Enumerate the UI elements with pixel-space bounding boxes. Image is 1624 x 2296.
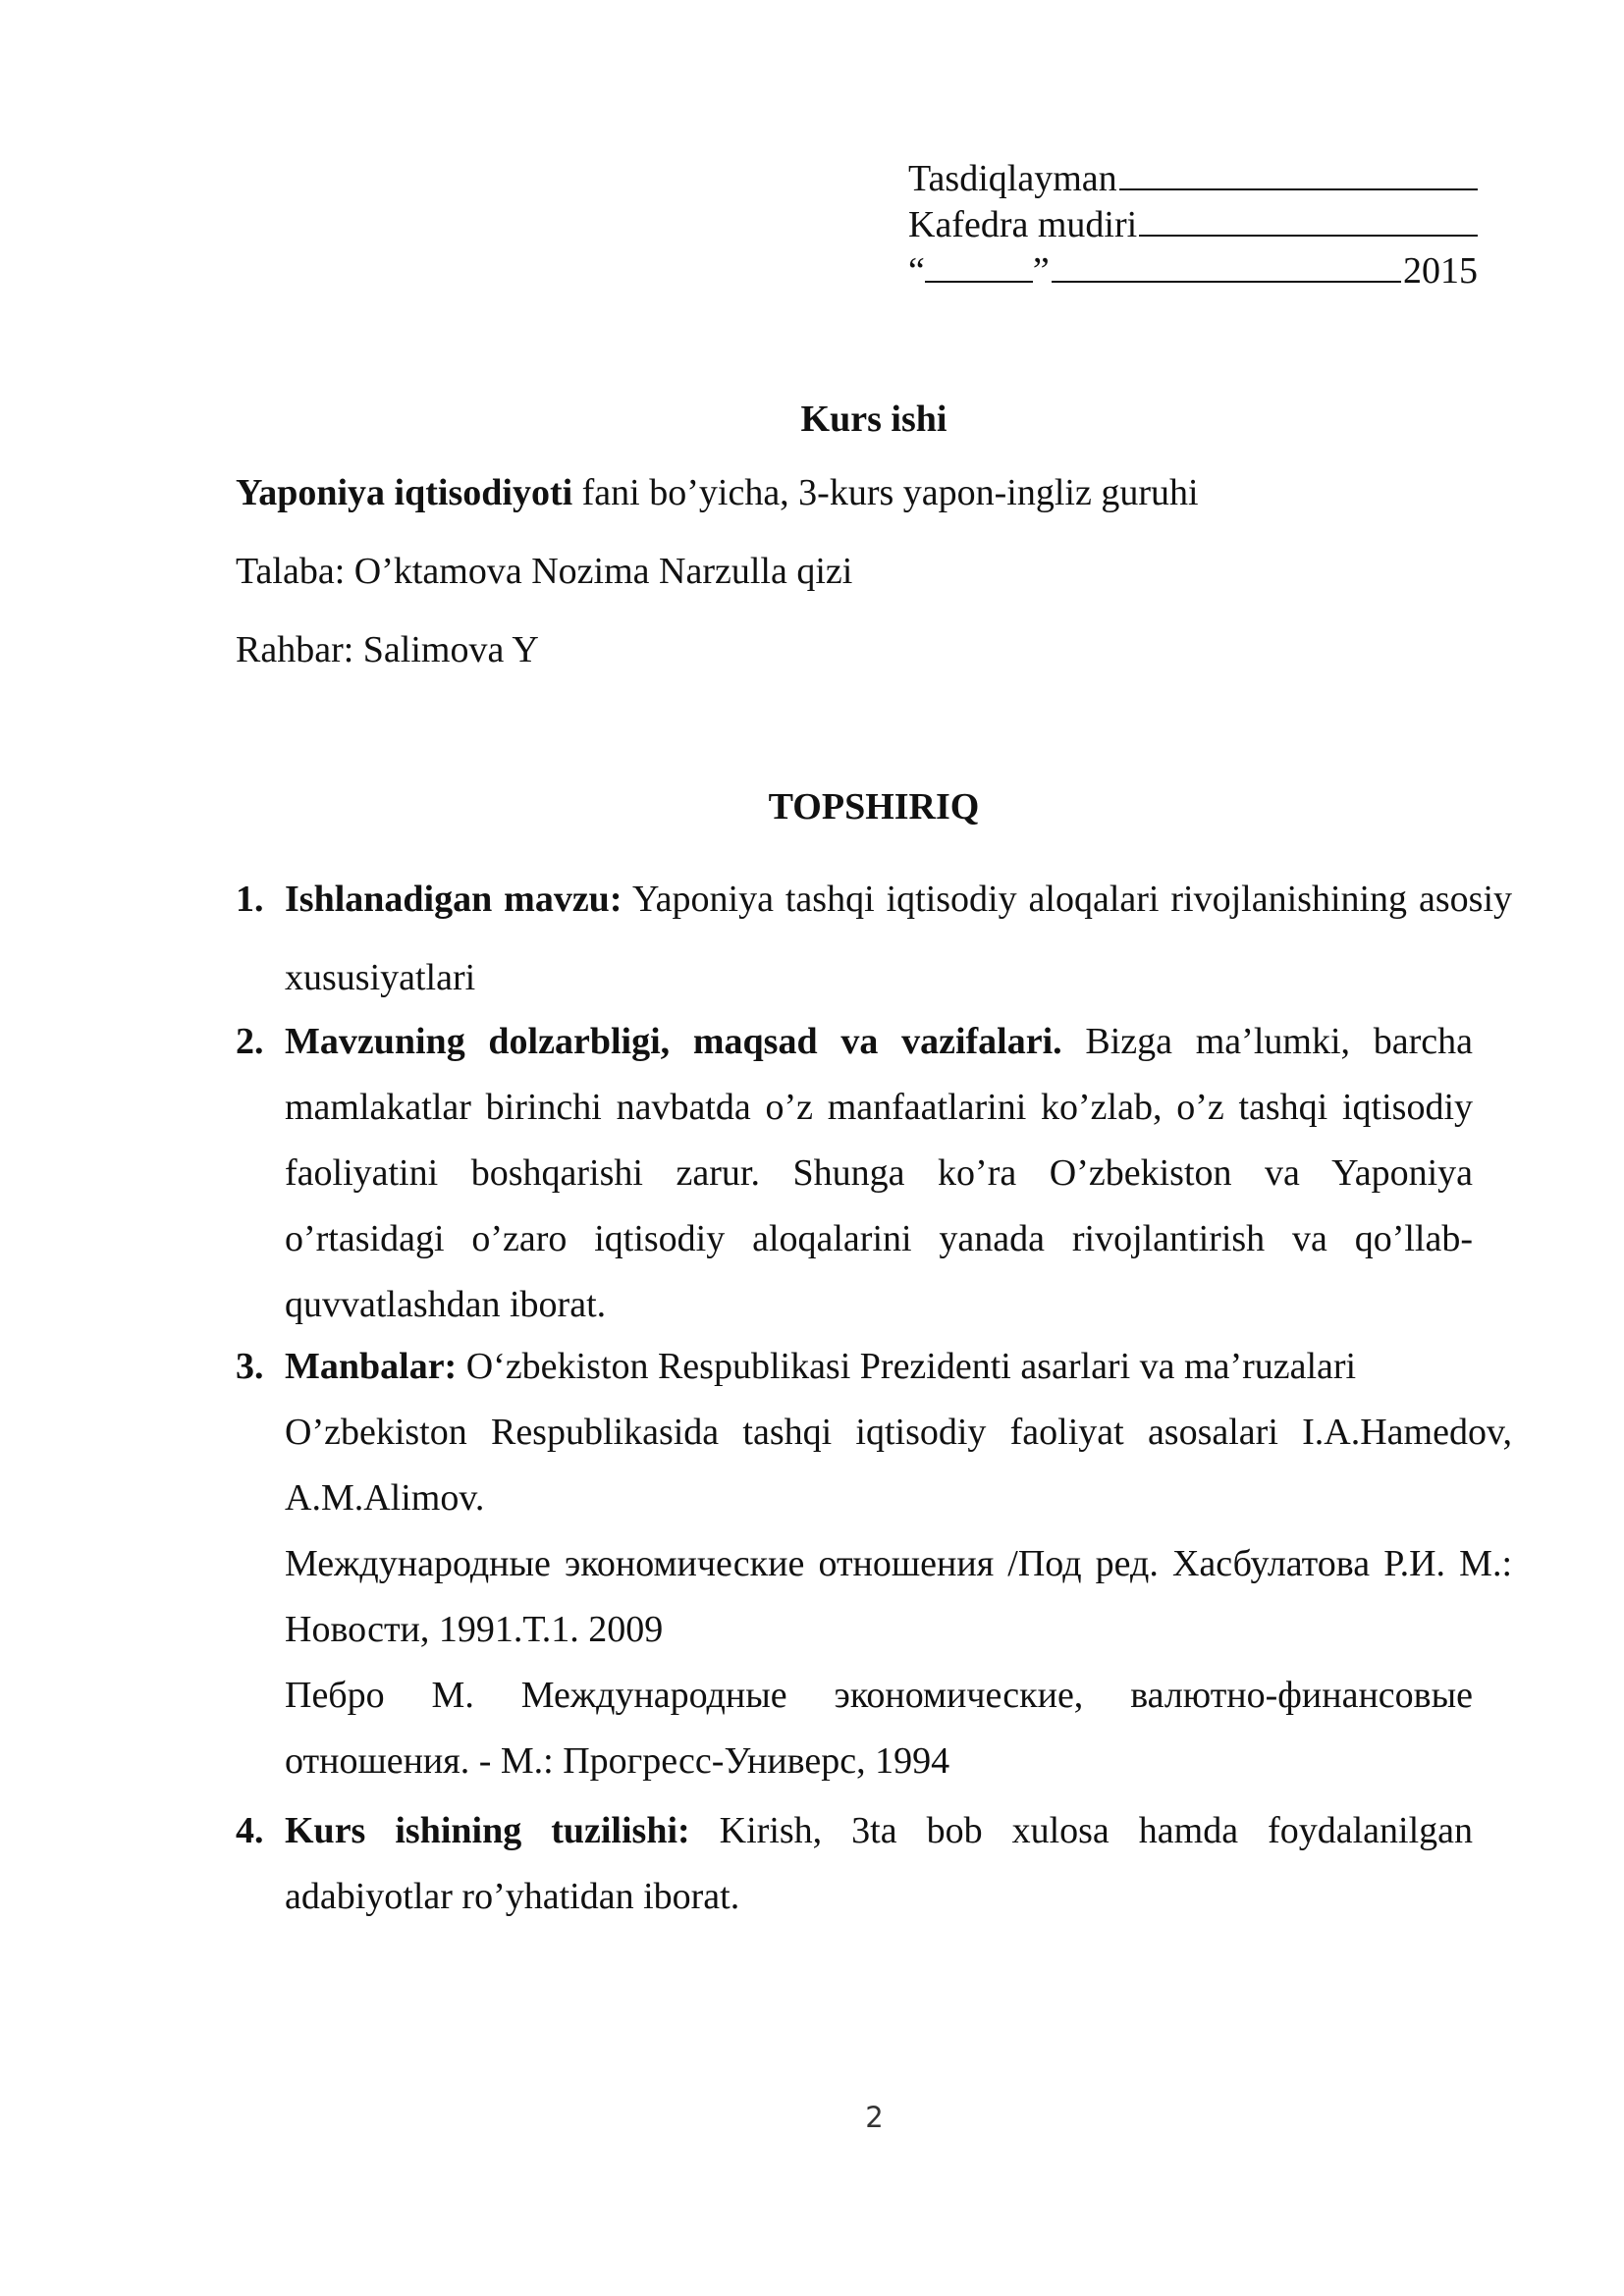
task-label: Mavzuning dolzarbligi, maqsad va vazifalari. (285, 1021, 1062, 1062)
date-close-quote: ” (1032, 250, 1050, 292)
source-entry: Пебро М. Международные экономические, валютно-финансовые отношения. - М.: Прогресс-Универс, 1994 (285, 1675, 1473, 1782)
task-number: 1. (236, 879, 264, 920)
task-list (236, 860, 1512, 1930)
task-item (236, 860, 1512, 1017)
day-blank (925, 247, 1033, 283)
date-line (908, 247, 1478, 294)
task-label: Ishlanadigan mavzu: (285, 879, 623, 920)
task-text: Yaponiya tashqi iqtisodiy aloqalari rivojlanishining asosiy xususiyatlari (285, 879, 1512, 998)
source-entry: O’zbekiston Respublikasida tashqi iqtisodiy faoliyat asosalari I.A.Hamedov, A.M.Alimov. (285, 1412, 1512, 1519)
advisor-line: Rahbar: Salimova Y (236, 629, 539, 670)
page-number: 2 (865, 2101, 884, 2134)
task-text: Kirish, 3ta bob xulosa hamda foydalanilgan adabiyotlar ro’yhatidan iborat. (285, 1810, 1473, 1917)
date-year: 2015 (1403, 250, 1478, 292)
task-number: 4. (236, 1810, 264, 1851)
head-signature-blank (1139, 201, 1478, 237)
task-item (236, 1798, 1473, 1930)
approve-label: Tasdiqlayman (908, 158, 1117, 199)
task-number: 2. (236, 1021, 264, 1062)
head-line (908, 201, 1478, 247)
task-label: Kurs ishining tuzilishi: (285, 1810, 690, 1851)
approval-block (908, 155, 1478, 294)
course-work-title: Kurs ishi (800, 399, 947, 440)
subject-line (236, 471, 1199, 514)
task-title: TOPSHIRIQ (768, 786, 980, 828)
month-blank (1052, 247, 1401, 283)
subject-name: Yaponiya iqtisodiyoti (236, 472, 573, 513)
approval-line (908, 155, 1478, 201)
head-label: Kafedra mudiri (908, 204, 1138, 245)
signature-blank (1119, 155, 1478, 190)
source-entry: Международные экономические отношения /Под ред. Хасбулатова Р.И. М.: Новости, 1991.Т.1. 2009 (285, 1543, 1512, 1650)
task-item (236, 1009, 1473, 1338)
source-text: O‘zbekiston Respublikasi Prezidenti asarlari va ma’ruzalari (457, 1346, 1357, 1387)
task-text: Bizga ma’lumki, barcha mamlakatlar birinchi navbatda o’z manfaatlarini ko’zlab, o’z tashqi iqtisodiy faoliyatini boshqarishi zarur. Shunga ko’ra O’zbekiston va Yaponiya o’rtasidagi o’zaro iqtisodiy aloqalarini yanada rivojlantirish va qo’llab-quvvatlashdan iborat. (285, 1021, 1473, 1325)
date-open-quote: “ (908, 250, 925, 292)
subject-rest: fani bo’yicha, 3-kurs yapon-ingliz guruhi (572, 472, 1199, 513)
task-number: 3. (236, 1346, 264, 1387)
student-line: Talaba: O’ktamova Nozima Narzulla qizi (236, 551, 853, 592)
task-label: Manbalar: (285, 1346, 458, 1387)
source-entry (285, 1334, 1424, 1400)
task-item (236, 1334, 1512, 1794)
